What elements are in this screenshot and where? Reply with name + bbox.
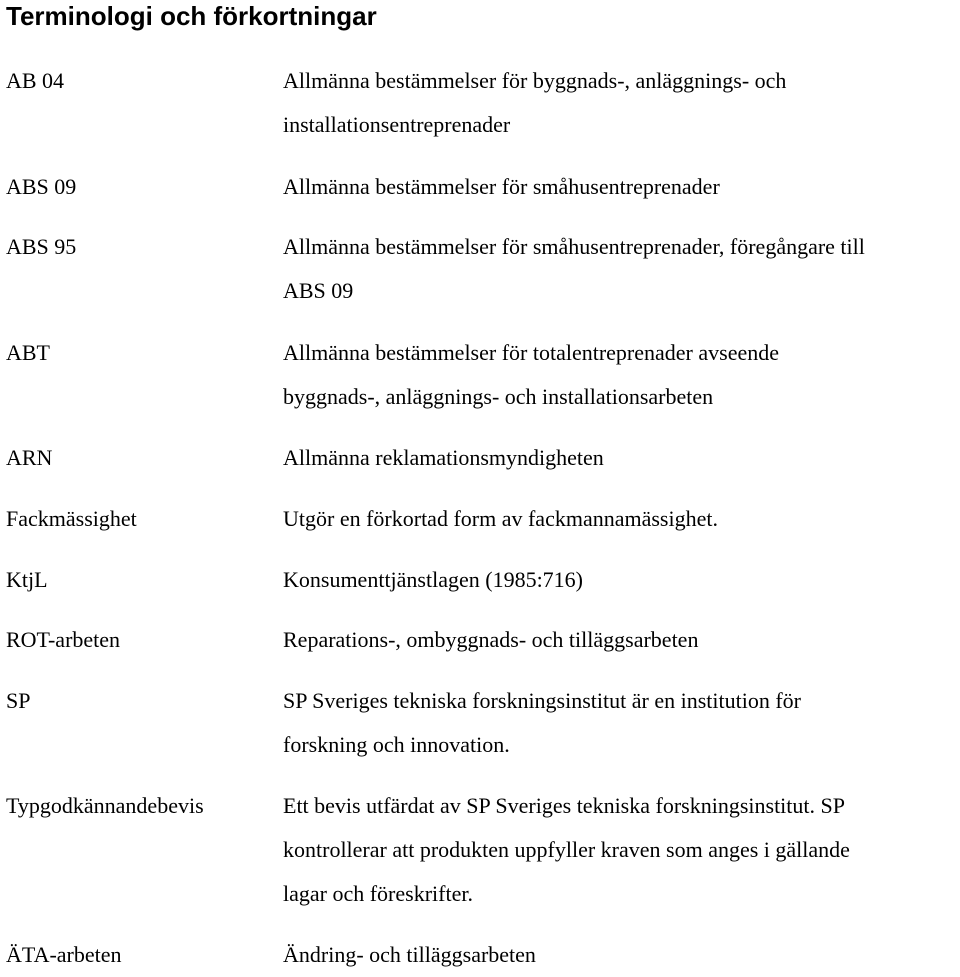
term-definition bbox=[283, 59, 955, 147]
term-abbreviation: ABT bbox=[6, 340, 50, 365]
definition-line: Ändring- och tilläggsarbeten bbox=[283, 942, 536, 967]
definition-line: Allmänna bestämmelser för småhusentreprenader, föregångare till bbox=[283, 234, 865, 259]
page-title: Terminologi och förkortningar bbox=[6, 1, 377, 31]
definition-line: Reparations-, ombyggnads- och tilläggsarbeten bbox=[283, 627, 699, 652]
definition-line: Allmänna reklamationsmyndigheten bbox=[283, 445, 604, 470]
definition-line: byggnads-, anläggnings- och installationsarbeten bbox=[283, 384, 714, 409]
term-abbreviation: ABS 09 bbox=[6, 174, 77, 199]
definition-line: forskning och innovation. bbox=[283, 732, 510, 757]
definition-line: Allmänna bestämmelser för byggnads-, anläggnings- och bbox=[283, 68, 787, 93]
term-definition bbox=[283, 933, 955, 977]
definition-line: Allmänna bestämmelser för småhusentreprenader bbox=[283, 174, 720, 199]
term-abbreviation: SP bbox=[6, 688, 31, 713]
definition-line: SP Sveriges tekniska forskningsinstitut är en institution för bbox=[283, 688, 801, 713]
definition-line: Konsumenttjänstlagen (1985:716) bbox=[283, 567, 584, 592]
term-definition bbox=[283, 558, 955, 602]
term-definition bbox=[283, 225, 955, 313]
definition-line: installationsentreprenader bbox=[283, 112, 511, 137]
term-abbreviation: Fackmässighet bbox=[6, 506, 137, 531]
term-definition bbox=[283, 165, 955, 209]
term-definition bbox=[283, 618, 955, 662]
term-abbreviation: Typgodkännandebevis bbox=[6, 793, 204, 818]
definition-line: ABS 09 bbox=[283, 278, 354, 303]
definition-line: Allmänna bestämmelser för totalentreprenader avseende bbox=[283, 340, 779, 365]
term-abbreviation: AB 04 bbox=[6, 68, 65, 93]
term-abbreviation: ARN bbox=[6, 445, 53, 470]
term-abbreviation: ROT-arbeten bbox=[6, 627, 121, 652]
term-definition bbox=[283, 497, 955, 541]
term-definition bbox=[283, 784, 955, 916]
definition-line: kontrollerar att produkten uppfyller kraven som anges i gällande bbox=[283, 837, 850, 862]
term-definition bbox=[283, 331, 955, 419]
definition-line: Ett bevis utfärdat av SP Sveriges tekniska forskningsinstitut. SP bbox=[283, 793, 845, 818]
term-definition bbox=[283, 436, 955, 480]
definition-line: Utgör en förkortad form av fackmannamässighet. bbox=[283, 506, 718, 531]
term-abbreviation: ABS 95 bbox=[6, 234, 77, 259]
definition-line: lagar och föreskrifter. bbox=[283, 881, 473, 906]
term-abbreviation: KtjL bbox=[6, 567, 48, 592]
term-definition bbox=[283, 679, 955, 767]
term-abbreviation: ÄTA-arbeten bbox=[6, 942, 122, 967]
